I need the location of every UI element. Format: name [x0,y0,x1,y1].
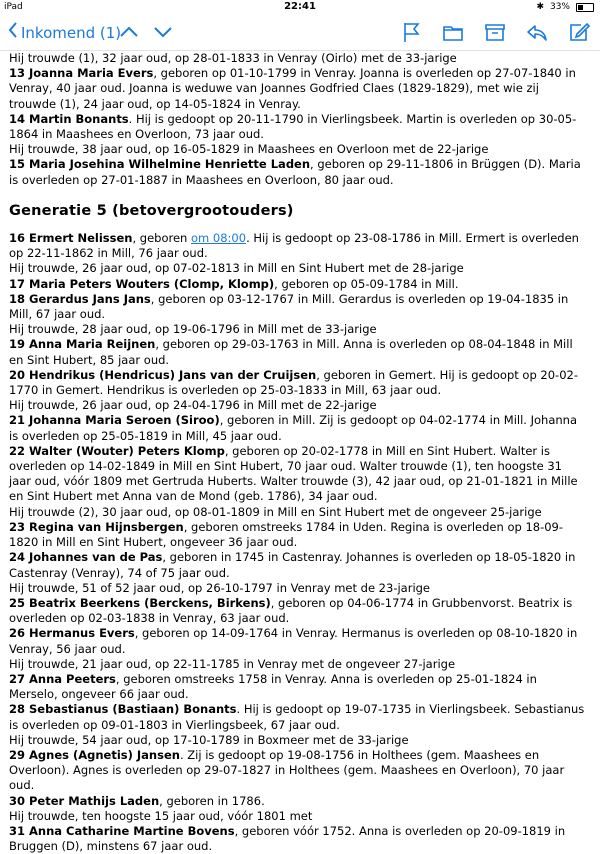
person-name: 28 Sebastianus (Bastiaan) Bonants [9,702,237,717]
genealogy-entry [9,520,587,550]
marriage-line: Hij trouwde, 54 jaar oud, op 17-10-1789 in Boxmeer met de 33-jarige [9,732,409,747]
battery-icon [576,3,594,12]
clock: 22:41 [284,1,316,12]
chevron-left-icon [8,22,18,43]
entry-text: , geboren op 20-02-1778 in Mill en Sint Hubert. Walter is overleden op 14-02-1849 in Mill en Sint Hubert, 70 jaar oud. Walter trouwde (1), ten hoogste 31 jaar oud, vóór 1809 met Gertruda Huberts. Walter trouwde (3), 42 jaar oud, op 21-01-1821 in Mille en Sint Hubert met Anna van de Mond (geb. 1786), 34 jaar oud. [9,443,578,504]
entry-text: , geboren in 1745 in Castenray. Johannes is overleden op 18-05-1820 in Castenray (Venray), 74 of 75 jaar oud. [9,550,576,580]
section-title: Generatie 5 (betovergrootouders) [9,202,294,219]
entry-text: , geboren op 29-03-1763 in Mill. Anna is overleden op 08-04-1848 in Mill en Sint Hubert, 85 jaar oud. [9,337,573,367]
person-name: 19 Anna Maria Reijnen [9,337,156,352]
time-link[interactable]: om 08:00 [191,231,247,246]
person-name: 25 Beatrix Beerkens (Berckens, Birkens) [9,595,271,610]
genealogy-entry [9,337,587,367]
entry-text: , geboren in Mill. Zij is gedoopt op 04-02-1774 in Mill. Johanna is overleden op 25-05-1819 in Mill, 45 jaar oud. [9,413,577,443]
marriage-line: Hij trouwde, ten hoogste 15 jaar oud, vóór 1801 met [9,808,313,823]
status-right [536,2,594,12]
battery-percentage: 33% [549,2,570,12]
person-name: 21 Johanna Maria Seroen (Siroo) [9,413,220,428]
genealogy-entry [9,550,587,580]
person-name: 29 Agnes (Agnetis) Jansen [9,747,180,762]
device-name: iPad [4,2,23,12]
marriage-line: Hij trouwde, 26 jaar oud, op 07-02-1813 in Mill en Sint Hubert met de 28-jarige [9,261,464,276]
intro-entries [9,51,587,188]
entry-text: , geboren omstreeks 1784 in Uden. Regina is overleden op 18-09-1820 in Mill en Sint Hubert, ongeveer 36 jaar oud. [9,519,564,550]
compose-icon[interactable] [568,21,590,43]
message-navigation [118,21,174,43]
entry-text: . Zij is gedoopt op 19-08-1756 in Holthees (gem. Maashees en Overloon). Agnes is overleden op 29-07-1827 in Holthees (gem. Maashees en Overloon), 70 jaar oud. [9,747,565,793]
entry-text: , geboren op 03-12-1767 in Mill. Gerardus is overleden op 19-04-1835 in Mill, 67 jaar oud. [9,291,569,322]
person-name: 15 Maria Josehina Wilhelmine Henriette Laden [9,157,311,172]
person-name: 18 Gerardus Jans Jans [9,291,151,306]
person-name: 26 Hermanus Evers [9,626,135,641]
folder-icon[interactable] [442,21,464,43]
person-name: 20 Hendrikus (Hendricus) Jans van der Cruijsen [9,367,317,382]
genealogy-entry [9,112,587,142]
person-name: 27 Anna Peeters [9,671,116,686]
genealogy-entry [9,413,587,443]
marriage-line: Hij trouwde, 51 of 52 jaar oud, op 26-10-1797 in Venray met de 23-jarige [9,580,431,595]
message-body [0,51,600,854]
entry-text: , geboren op 04-06-1774 in Grubbenvorst. Beatrix is overleden op 02-03-1838 in Venray, 63 jaar oud. [9,595,573,626]
marriage-line: Hij trouwde (1), 32 jaar oud, op 28-01-1833 in Venray (Oirlo) met de 33-jarige [9,51,457,65]
marriage-line: Hij trouwde (2), 30 jaar oud, op 08-01-1809 in Mill en Sint Hubert met de ongeveer 25-jarige [9,504,542,519]
genealogy-entry [9,596,587,626]
entry-text: . Hij is gedoopt op 23-08-1786 in Mill. Ermert is overleden op 22-11-1862 in Mill, 76 jaar oud. [9,231,579,261]
genealogy-entry [9,748,587,794]
archive-icon[interactable] [484,21,506,43]
entry-text: . Hij is gedoopt op 19-07-1735 in Vierlingsbeek. Sebastianus is overleden op 09-01-1803 in Vierlingsbeek, 67 jaar oud. [9,702,585,732]
person-name: 14 Martin Bonants [9,111,129,126]
person-name: 31 Anna Catharine Martine Bovens [9,823,235,838]
genealogy-entry [9,66,587,112]
entry-text: , geboren vóór 1752. Anna is overleden op 20-09-1819 in Bruggen (D), minstens 67 jaar oud. [9,823,566,854]
genealogy-entry [9,157,587,187]
status-bar [0,0,600,14]
back-button[interactable] [8,22,121,43]
bluetooth-icon: ✱ [536,2,544,12]
person-name: 17 Maria Peters Wouters (Clomp, Klomp) [9,276,275,291]
genealogy-entry [9,702,587,732]
genealogy-entry [9,368,587,398]
entry-text: , geboren op 14-09-1764 in Venray. Hermanus is overleden op 08-10-1820 in Venray, 56 jaar oud. [9,626,578,656]
flag-icon[interactable] [400,21,422,43]
genealogy-entry [9,824,587,854]
genealogy-entry [9,231,587,261]
person-name: 22 Walter (Wouter) Peters Klomp [9,443,225,458]
entry-text: , geboren op 01-10-1799 in Venray. Joanna is overleden op 27-07-1840 in Venray, 40 jaar oud. Joanna is weduwe van Joannes Godfried Claes (1829-1829), met wie zij trouwde (1), 24 jaar oud, op 14-05-1824 in Venray. [9,66,576,111]
entry-text: , geboren op 05-09-1784 in Mill. [274,276,459,291]
entry-text: . Hij is gedoopt op 20-11-1790 in Vierlingsbeek. Martin is overleden op 30-05-1864 in Maashees en Overloon, 73 jaar oud. [9,111,577,142]
genealogy-entry [9,292,587,322]
person-name: 24 Johannes van de Pas [9,550,163,565]
person-name: 16 Ermert Nelissen [9,231,133,246]
generation-entries [9,261,587,854]
message-actions [400,21,590,43]
entry-text: , geboren in 1786. [159,793,265,808]
mail-toolbar [0,14,600,51]
marriage-line: Hij trouwde, 28 jaar oud, op 19-06-1796 in Mill met de 33-jarige [9,322,377,337]
marriage-line: Hij trouwde, 21 jaar oud, op 22-11-1785 in Venray met de ongeveer 27-jarige [9,656,456,671]
chevron-up-icon[interactable] [118,21,140,43]
genealogy-entry [9,626,587,656]
genealogy-entry [9,277,587,292]
genealogy-entry [9,672,587,702]
entry-text: , geboren omstreeks 1758 in Venray. Anna is overleden op 25-01-1824 in Merselo, ongeveer 66 jaar oud. [9,671,537,702]
back-button-label: Inkomend (1) [21,23,122,42]
reply-icon[interactable] [526,21,548,43]
person-name: 13 Joanna Maria Evers [9,66,154,81]
marriage-line: Hij trouwde, 38 jaar oud, op 16-05-1829 in Maashees en Overloon met de 22-jarige [9,142,489,157]
entry-text: , geboren op 29-11-1806 in Brüggen (D). Maria is overleden op 27-01-1887 in Maashees en Overloon, 80 jaar oud. [9,157,581,187]
person-name: 23 Regina van Hijnsbergen [9,519,184,534]
marriage-line: Hij trouwde, 26 jaar oud, op 24-04-1796 in Mill met de 22-jarige [9,398,377,413]
entry-text: , geboren [132,231,192,246]
chevron-down-icon[interactable] [152,21,174,43]
genealogy-entry [9,794,587,809]
person-name: 30 Peter Mathijs Laden [9,793,160,808]
genealogy-entry [9,444,587,505]
entry-text: , geboren in Gemert. Hij is gedoopt op 20-02-1770 in Gemert. Hendrikus is overleden op 25-03-1833 in Mill, 63 jaar oud. [9,367,578,398]
